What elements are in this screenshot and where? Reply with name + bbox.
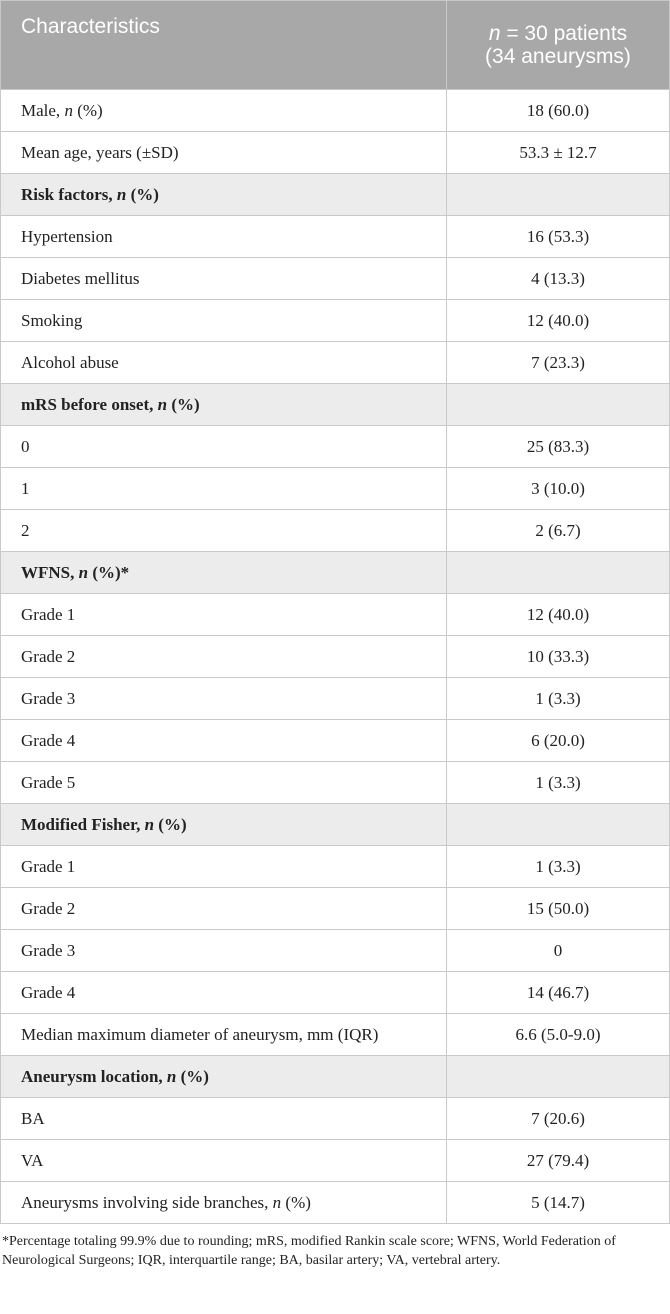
row-value: 27 (79.4) [447, 1140, 670, 1182]
table-row [1, 846, 670, 888]
row-value: 0 [447, 930, 670, 972]
table-row [1, 720, 670, 762]
row-value: 18 (60.0) [447, 90, 670, 132]
row-value: 14 (46.7) [447, 972, 670, 1014]
table-row [1, 930, 670, 972]
table-footnote: *Percentage totaling 99.9% due to rounding; mRS, modified Rankin scale score; WFNS, World Federation of Neurological Surgeons; IQR, interquartile range; BA, basilar artery; VA, vertebral artery. [2, 1234, 616, 1268]
row-value: 10 (33.3) [447, 636, 670, 678]
row-value: 1 (3.3) [447, 678, 670, 720]
table-row [1, 888, 670, 930]
row-label: Hypertension [1, 216, 447, 258]
section-label: Modified Fisher, n (%) [1, 804, 447, 846]
table-row [1, 342, 670, 384]
table-row [1, 300, 670, 342]
table-row [1, 1182, 670, 1224]
row-value: 53.3 ± 12.7 [447, 132, 670, 174]
section-row [1, 804, 670, 846]
row-value: 6.6 (5.0-9.0) [447, 1014, 670, 1056]
row-label: Grade 4 [1, 720, 447, 762]
section-label: mRS before onset, n (%) [1, 384, 447, 426]
row-label: Smoking [1, 300, 447, 342]
row-label: Grade 2 [1, 636, 447, 678]
row-label: Grade 1 [1, 846, 447, 888]
row-value: 7 (20.6) [447, 1098, 670, 1140]
row-value [447, 174, 670, 216]
row-label: Grade 4 [1, 972, 447, 1014]
row-value: 1 (3.3) [447, 846, 670, 888]
row-label: Grade 5 [1, 762, 447, 804]
table-row [1, 1098, 670, 1140]
header-characteristics: Characteristics [1, 1, 447, 90]
row-label: VA [1, 1140, 447, 1182]
row-value: 4 (13.3) [447, 258, 670, 300]
table-row [1, 132, 670, 174]
header-patients [447, 1, 670, 90]
section-row [1, 1056, 670, 1098]
header-patients-line2: (34 aneurysms) [485, 45, 631, 68]
row-value [447, 552, 670, 594]
row-label: Grade 2 [1, 888, 447, 930]
table-row [1, 972, 670, 1014]
row-label: Male, n (%) [1, 90, 447, 132]
section-label: Risk factors, n (%) [1, 174, 447, 216]
table-row [1, 216, 670, 258]
row-label: Median maximum diameter of aneurysm, mm (IQR) [1, 1014, 447, 1056]
table-row [1, 678, 670, 720]
table-body [1, 90, 670, 1224]
row-value: 15 (50.0) [447, 888, 670, 930]
row-value [447, 1056, 670, 1098]
section-label: Aneurysm location, n (%) [1, 1056, 447, 1098]
table-row [1, 426, 670, 468]
table-row [1, 468, 670, 510]
row-value: 5 (14.7) [447, 1182, 670, 1224]
section-row [1, 552, 670, 594]
row-value [447, 804, 670, 846]
section-row [1, 174, 670, 216]
row-label: 1 [1, 468, 447, 510]
section-label: WFNS, n (%)* [1, 552, 447, 594]
row-label: Aneurysms involving side branches, n (%) [1, 1182, 447, 1224]
table-row [1, 90, 670, 132]
section-row [1, 384, 670, 426]
table-row [1, 510, 670, 552]
row-value: 1 (3.3) [447, 762, 670, 804]
row-label: Grade 3 [1, 930, 447, 972]
row-label: Diabetes mellitus [1, 258, 447, 300]
row-label: Mean age, years (±SD) [1, 132, 447, 174]
row-value: 7 (23.3) [447, 342, 670, 384]
table-row [1, 258, 670, 300]
row-value: 25 (83.3) [447, 426, 670, 468]
row-value [447, 384, 670, 426]
row-value: 3 (10.0) [447, 468, 670, 510]
row-label: Grade 3 [1, 678, 447, 720]
row-value: 12 (40.0) [447, 300, 670, 342]
row-value: 6 (20.0) [447, 720, 670, 762]
row-value: 12 (40.0) [447, 594, 670, 636]
row-label: 0 [1, 426, 447, 468]
table-row [1, 762, 670, 804]
row-value: 2 (6.7) [447, 510, 670, 552]
header-patients-line1: n = 30 patients [488, 22, 628, 45]
table-row [1, 1140, 670, 1182]
row-label: 2 [1, 510, 447, 552]
row-label: BA [1, 1098, 447, 1140]
row-value: 16 (53.3) [447, 216, 670, 258]
row-label: Grade 1 [1, 594, 447, 636]
row-label: Alcohol abuse [1, 342, 447, 384]
table-row [1, 636, 670, 678]
table-row [1, 594, 670, 636]
table-row [1, 1014, 670, 1056]
table-header-row [1, 1, 670, 90]
